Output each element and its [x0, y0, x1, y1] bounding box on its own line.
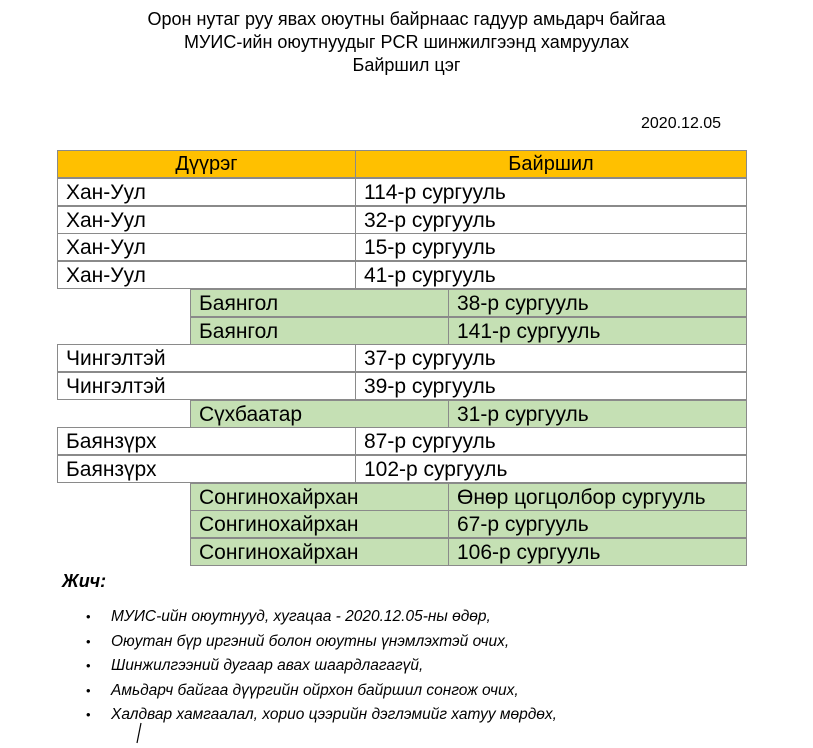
title-line-3: Байршил цэг: [352, 55, 461, 75]
table-row: [190, 483, 747, 511]
cell-location: 102-р сургууль: [355, 455, 747, 483]
bullet-icon: •: [86, 609, 91, 624]
cell-location: 67-р сургууль: [448, 510, 747, 538]
note-item: [86, 679, 557, 704]
bullet-icon: •: [86, 682, 91, 698]
cell-district: Сонгинохайрхан: [190, 538, 449, 566]
table-header-row: [57, 150, 747, 178]
cell-location: 37-р сургууль: [355, 344, 747, 372]
cell-district: Хан-Уул: [57, 206, 356, 234]
cell-district: Баянгол: [190, 289, 449, 317]
notes-list: [86, 605, 557, 728]
header-district: Дүүрэг: [57, 150, 356, 178]
cell-district: Хан-Уул: [57, 233, 356, 261]
note-text: Шинжилгээний дугаар авах шаардлагагүй,: [111, 657, 424, 675]
table-row: [190, 289, 747, 317]
table-row: [57, 178, 747, 206]
cell-district: Сүхбаатар: [190, 400, 449, 428]
note-text: Халдвар хамгаалал, хорио цээрийн дэглэмийг хатуу мөрдөх,: [111, 706, 557, 724]
table-row: [190, 538, 747, 566]
cell-district: Баянзүрх: [57, 455, 356, 483]
cell-location: 38-р сургууль: [448, 289, 747, 317]
table-row: [57, 344, 747, 372]
title-line-2: МУИС-ийн оюутнуудыг PCR шинжилгээнд хамруулах: [183, 32, 630, 52]
note-item: [86, 703, 557, 728]
table-row: [57, 372, 747, 400]
bullet-icon: •: [86, 707, 91, 723]
table-row: [57, 261, 747, 289]
cell-district: Чингэлтэй: [57, 372, 356, 400]
note-text: Оюутан бүр иргэний болон оюутны үнэмлэхтэй очих,: [111, 632, 510, 650]
table-row: [57, 206, 747, 234]
cell-location: 114-р сургууль: [355, 178, 747, 206]
cell-district: Сонгинохайрхан: [190, 483, 449, 511]
cell-district: Хан-Уул: [57, 261, 356, 289]
table-row: [57, 233, 747, 261]
note-item: [86, 654, 557, 679]
pen-stroke-mark: [135, 722, 143, 744]
cell-district: Хан-Уул: [57, 178, 356, 206]
bullet-icon: •: [86, 658, 91, 674]
cell-location: 41-р сургууль: [355, 261, 747, 289]
table-row: [190, 317, 747, 345]
cell-location: 141-р сургууль: [448, 317, 747, 345]
table-row: [190, 400, 747, 428]
table-row: [57, 427, 747, 455]
cell-district: Баянзүрх: [57, 427, 356, 455]
note-text: Амьдарч байгаа дүүргийн ойрхон байршил сонгож очих,: [111, 681, 519, 699]
cell-location: 87-р сургууль: [355, 427, 747, 455]
cell-location: 106-р сургууль: [448, 538, 747, 566]
cell-location: 32-р сургууль: [355, 206, 747, 234]
cell-location: 31-р сургууль: [448, 400, 747, 428]
cell-location: Өнөр цогцолбор сургууль: [448, 483, 747, 511]
document-title: [0, 8, 813, 77]
cell-district: Баянгол: [190, 317, 449, 345]
note-item: [86, 605, 557, 630]
note-title: Жич:: [62, 571, 107, 591]
note-item: [86, 630, 557, 655]
title-line-1: Орон нутаг руу явах оюутны байрнаас гадуур амьдарч байгаа: [147, 9, 666, 29]
cell-location: 39-р сургууль: [355, 372, 747, 400]
cell-district: Сонгинохайрхан: [190, 510, 449, 538]
note-text: МУИС-ийн оюутнууд, хугацаа - 2020.12.05-ны өдөр,: [111, 608, 491, 625]
cell-district: Чингэлтэй: [57, 344, 356, 372]
bullet-icon: •: [86, 633, 91, 649]
table-row: [57, 455, 747, 483]
header-location: Байршил: [355, 150, 747, 178]
cell-location: 15-р сургууль: [355, 233, 747, 261]
document-date: 2020.12.05: [641, 115, 722, 132]
table-row: [190, 510, 747, 538]
